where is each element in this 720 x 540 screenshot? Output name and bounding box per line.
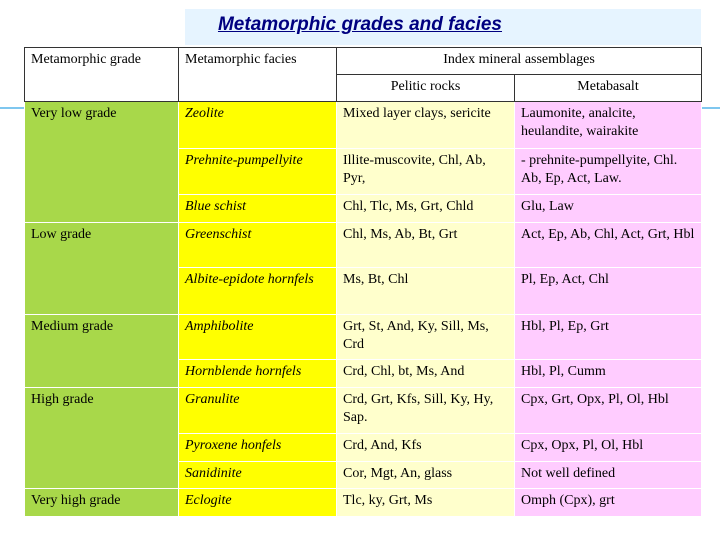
grade-cell: Low grade <box>25 223 179 315</box>
grade-cell: Medium grade <box>25 314 179 387</box>
facies-cell: Blue schist <box>179 194 337 222</box>
metabasalt-cell: Pl, Ep, Act, Chl <box>515 268 702 314</box>
pelitic-cell: Chl, Ms, Ab, Bt, Grt <box>337 223 515 268</box>
table-row <box>25 102 702 148</box>
metabasalt-cell: Hbl, Pl, Cumm <box>515 359 702 387</box>
pelitic-cell: Crd, Chl, bt, Ms, And <box>337 359 515 387</box>
metabasalt-cell: Glu, Law <box>515 194 702 222</box>
table-row <box>25 223 702 268</box>
metabasalt-cell: Not well defined <box>515 461 702 488</box>
metabasalt-cell: Hbl, Pl, Ep, Grt <box>515 314 702 359</box>
facies-cell: Zeolite <box>179 102 337 148</box>
pelitic-cell: Mixed layer clays, sericite <box>337 102 515 148</box>
facies-cell: Eclogite <box>179 488 337 516</box>
facies-cell: Albite-epidote hornfels <box>179 268 337 314</box>
pelitic-cell: Tlc, ky, Grt, Ms <box>337 488 515 516</box>
pelitic-cell: Crd, Grt, Kfs, Sill, Ky, Hy, Sap. <box>337 388 515 434</box>
pelitic-cell: Cor, Mgt, An, glass <box>337 461 515 488</box>
table-row <box>25 388 702 434</box>
metabasalt-cell: Omph (Cpx), grt <box>515 488 702 516</box>
header-row <box>25 48 702 75</box>
facies-cell: Hornblende hornfels <box>179 359 337 387</box>
header-index-minerals: Index mineral assemblages <box>337 48 702 75</box>
facies-cell: Granulite <box>179 388 337 434</box>
metabasalt-cell: Cpx, Grt, Opx, Pl, Ol, Hbl <box>515 388 702 434</box>
header-metabasalt: Metabasalt <box>515 75 702 102</box>
metabasalt-cell: Act, Ep, Ab, Chl, Act, Grt, Hbl <box>515 223 702 268</box>
metabasalt-cell: Laumonite, analcite, heulandite, wairakite <box>515 102 702 148</box>
header-facies: Metamorphic facies <box>179 48 337 102</box>
pelitic-cell: Grt, St, And, Ky, Sill, Ms, Crd <box>337 314 515 359</box>
pelitic-cell: Crd, And, Kfs <box>337 434 515 461</box>
facies-cell: Greenschist <box>179 223 337 268</box>
grade-cell: Very low grade <box>25 102 179 223</box>
facies-cell: Sanidinite <box>179 461 337 488</box>
facies-cell: Prehnite-pumpellyite <box>179 148 337 194</box>
facies-table <box>24 47 702 517</box>
metabasalt-cell: - prehnite-pumpellyite, Chl. Ab, Ep, Act, Law. <box>515 148 702 194</box>
header-grade: Metamorphic grade <box>25 48 179 102</box>
pelitic-cell: Chl, Tlc, Ms, Grt, Chld <box>337 194 515 222</box>
pelitic-cell: Illite-muscovite, Chl, Ab, Pyr, <box>337 148 515 194</box>
table-row <box>25 488 702 516</box>
slide-title: Metamorphic grades and facies <box>217 14 503 35</box>
header-pelitic: Pelitic rocks <box>337 75 515 102</box>
grade-cell: High grade <box>25 388 179 489</box>
table-row <box>25 314 702 359</box>
grade-cell: Very high grade <box>25 488 179 516</box>
pelitic-cell: Ms, Bt, Chl <box>337 268 515 314</box>
metabasalt-cell: Cpx, Opx, Pl, Ol, Hbl <box>515 434 702 461</box>
facies-cell: Pyroxene honfels <box>179 434 337 461</box>
facies-cell: Amphibolite <box>179 314 337 359</box>
